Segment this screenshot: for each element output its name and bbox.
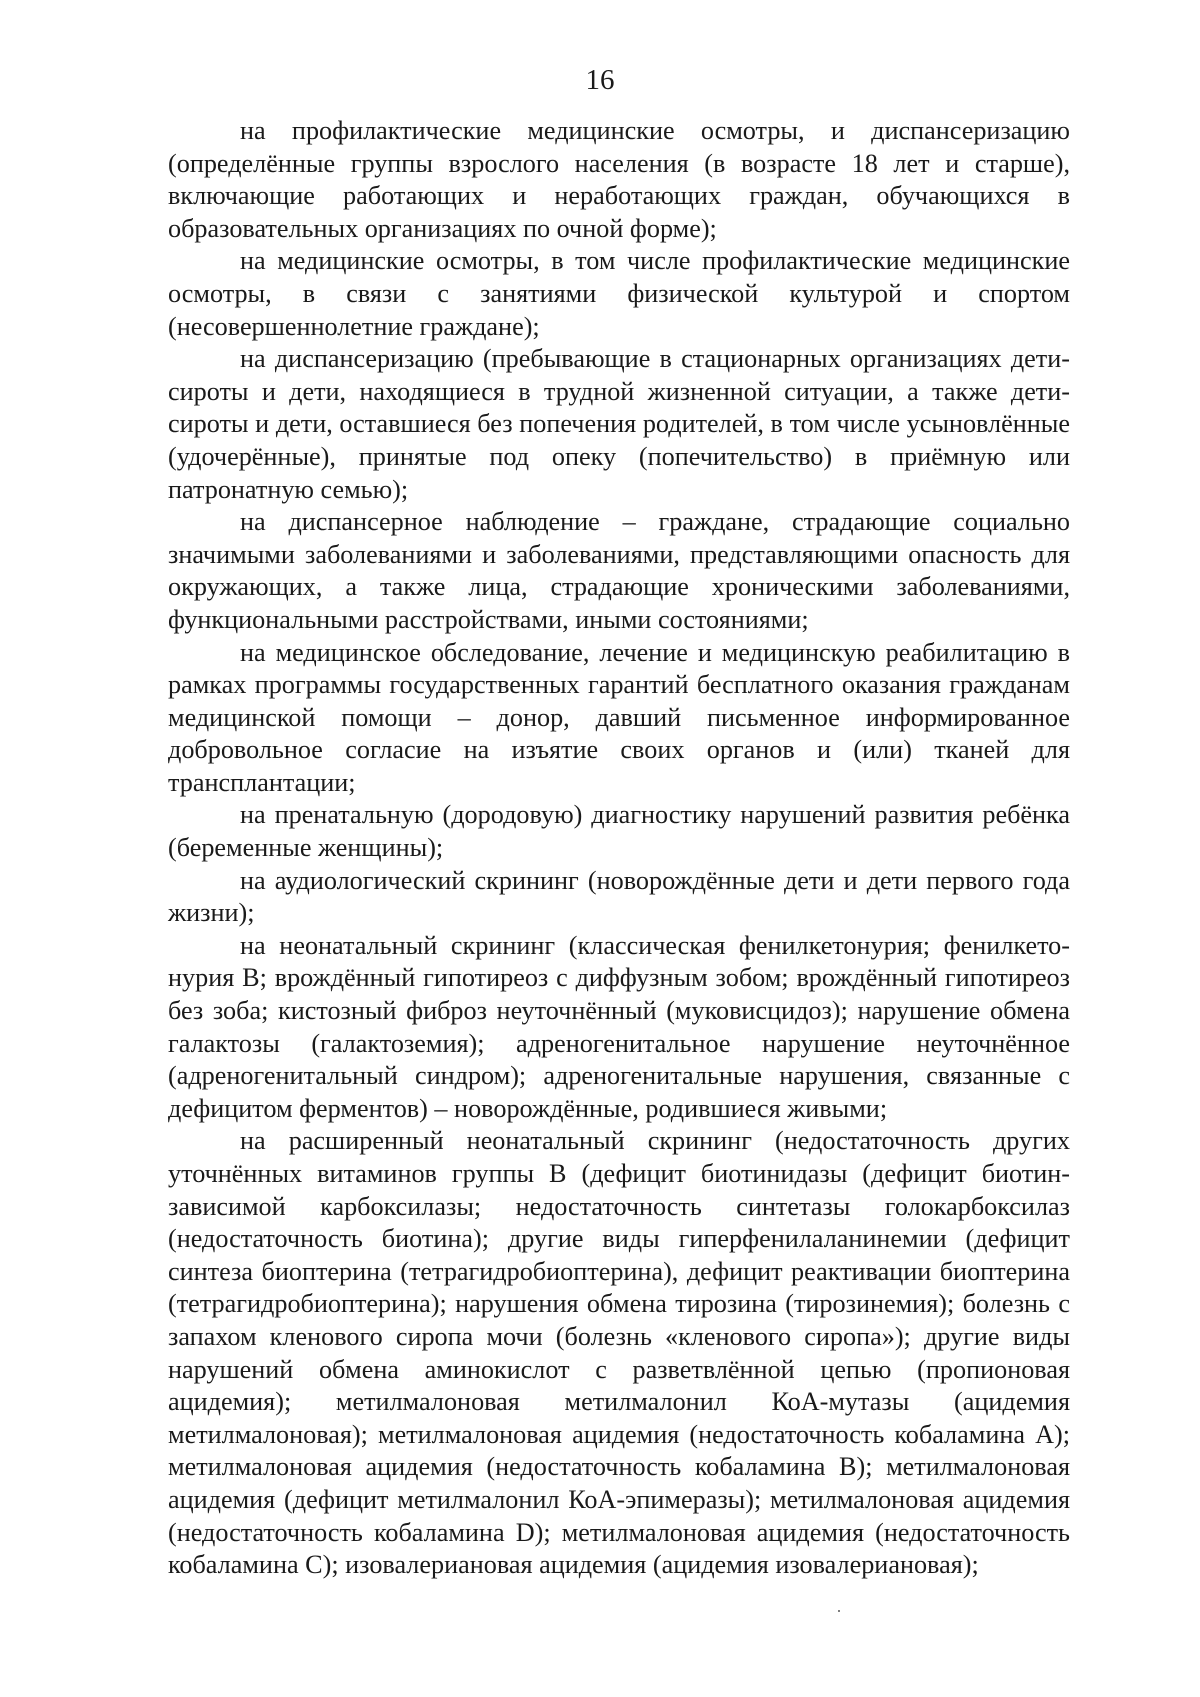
paragraph-sports-exams: на медицинские осмотры, в том числе профилактические медицинские осмотры, в связи с занятиями физической культурой и спортом (несовершеннолетние граждане); (168, 246, 1070, 341)
paragraph-donor-examination: на медицинское обследование, лечение и медицинскую реабилитацию в рамках программы государственных гарантий бесплатного оказания гражданам медицинской помощи – донор, давший письменное информированное добровольное согласие на изъятие своих органов и (или) тканей для трансплантации; (168, 637, 1070, 797)
paragraph-extended-neonatal-screening: на расширенный неонатальный скрининг (недостаточность других уточнённых витаминов группы B (дефицит биотинидазы (дефицит биотин-зависимой карбоксилазы; недостаточность синтетазы голокарбоксилаз (недостаточность биотина); другие виды гиперфенилаланинемии (дефицит синтеза биоптерина (тетрагидробиоптерина), дефицит реактивации биоптерина (тетрагидробиоптерина); нарушения обмена тирозина (тирозинемия); болезнь с запахом кленового сиропа мочи (болезнь «кленового сиропа»); другие виды нарушений обмена аминокислот с разветвлённой цепью (пропионовая ацидемия); метилмалоновая метилмалонил КоА-мутазы (ацидемия метилмалоновая); метилмалоновая ацидемия (недостаточность кобаламина A); метилмалоновая ацидемия (недостаточность кобаламина B); метилмалоновая ацидемия (дефицит метилмалонил КоА-эпимеразы); метилмалоновая ацидемия (недостаточность кобаламина D); метилмалоновая ацидемия (недостаточность кобаламина C); изовалериановая ацидемия (ацидемия изовалериановая); (168, 1126, 1070, 1580)
paragraph-orphans-dispensarization: на диспансеризацию (пребывающие в стационарных организациях дети-сироты и дети, находящиеся в трудной жизненной ситуации, а также дети-сироты и дети, оставшиеся без попечения родителей, в том числе усыновлённые (удочерённые), принятые под опеку (попечительство) в приёмную или патронатную семью); (168, 344, 1070, 504)
scan-speck (838, 1610, 840, 1612)
paragraph-preventive-exams: на профилактические медицинские осмотры, и диспансеризацию (определённые группы взрослого населения (в возрасте 18 лет и старше), включающие работающих и неработающих граждан, обучающихся в образовательных организациях по очной форме); (168, 116, 1070, 243)
paragraph-prenatal-diagnostics: на пренатальную (дородовую) диагностику нарушений развития ребёнка (беременные женщины); (168, 800, 1070, 863)
paragraph-audiological-screening: на аудиологический скрининг (новорождённые дети и дети первого года жизни); (168, 865, 1070, 928)
paragraph-dispensary-observation: на диспансерное наблюдение – граждане, страдающие социально значимыми заболеваниями и заболеваниями, представляющими опасность для окружающих, а также лица, страдающие хроническими заболеваниями, функциональными расстройствами, иными состояниями; (168, 507, 1070, 634)
page-number: 16 (585, 64, 615, 96)
document-body (168, 115, 1070, 1582)
paragraph-neonatal-screening: на неонатальный скрининг (классическая фенилкетонурия; фенилкето-нурия B; врождённый гипотиреоз с диффузным зобом; врождённый гипотиреоз без зоба; кистозный фиброз неуточнённый (муковисцидоз); нарушение обмена галактозы (галактоземия); адреногенитальное нарушение неуточнённое (адреногенитальный синдром); адреногенитальные нарушения, связанные с дефицитом ферментов) – новорождённые, родившиеся живыми; (168, 930, 1070, 1123)
